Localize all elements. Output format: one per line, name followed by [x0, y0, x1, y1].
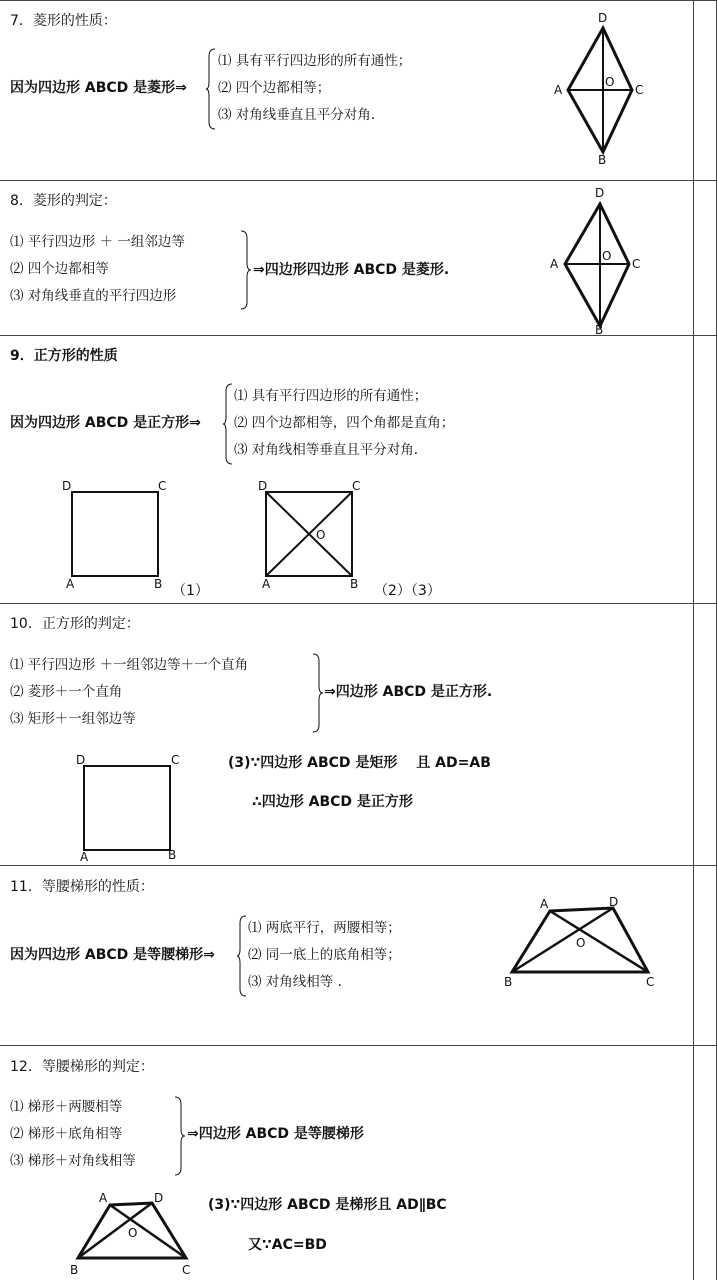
criteria-item: ⑵ 菱形＋一个直角	[10, 684, 123, 700]
vertex-label: C	[171, 753, 180, 767]
property-item: ⑶ 对角线垂直且平分对角.	[218, 107, 376, 123]
proof-line: (3)∵四边形 ABCD 是梯形且 AD∥BC	[208, 1197, 447, 1213]
vertex-label: B	[154, 577, 163, 591]
center-label: O	[316, 528, 326, 542]
vertex-label: D	[62, 479, 72, 493]
premise: 因为四边形 ABCD 是菱形⇒	[10, 80, 187, 96]
vertex-label: C	[182, 1263, 191, 1277]
right-brace	[240, 230, 252, 310]
conclusion: ⇒四边形四边形 ABCD 是菱形.	[253, 262, 450, 278]
section-heading: 7．菱形的性质：	[10, 13, 117, 29]
vertex-label: B	[168, 848, 177, 862]
proof-line: (3)∵四边形 ABCD 是矩形 且 AD=AB	[228, 755, 491, 771]
property-item: ⑴ 具有平行四边形的所有通性；	[234, 388, 428, 404]
property-item: ⑶ 对角线相等 .	[248, 974, 342, 990]
vertex-label: B	[70, 1263, 79, 1277]
section-heading: 9．正方形的性质	[10, 348, 118, 364]
vertex-label: A	[80, 850, 89, 864]
section-heading: 11．等腰梯形的性质：	[10, 879, 154, 895]
vertex-label: D	[258, 479, 268, 493]
right-brace	[312, 653, 324, 733]
vertex-label: A	[66, 577, 75, 591]
property-item: ⑵ 四个边都相等，四个角都是直角；	[234, 415, 455, 431]
vertex-label: B	[598, 153, 607, 167]
criteria-item: ⑴ 平行四边形 ＋ 一组邻边等	[10, 234, 185, 250]
section-heading: 12．等腰梯形的判定：	[10, 1059, 154, 1075]
center-label: O	[128, 1226, 138, 1240]
vertex-label: A	[550, 257, 559, 271]
criteria-item: ⑵ 四个边都相等	[10, 261, 109, 277]
proof-line: ∴四边形 ABCD 是正方形	[252, 794, 413, 810]
section-heading: 8．菱形的判定：	[10, 193, 117, 209]
premise: 因为四边形 ABCD 是等腰梯形⇒	[10, 947, 215, 963]
section-divider	[0, 603, 717, 604]
property-item: ⑴ 两底平行，两腰相等；	[248, 920, 401, 936]
center-label: O	[576, 936, 586, 950]
section-divider	[0, 335, 717, 336]
vertex-label: C	[646, 975, 655, 989]
vertex-label: C	[635, 83, 644, 97]
figure-caption: （1）	[172, 583, 209, 599]
proof-line: 又∵AC=BD	[248, 1237, 327, 1253]
vertex-label: D	[598, 11, 608, 25]
vertex-label: C	[632, 257, 641, 271]
conclusion: ⇒四边形 ABCD 是正方形.	[324, 684, 493, 700]
top-border	[0, 0, 717, 1]
vertex-label: C	[158, 479, 167, 493]
vertex-label: B	[504, 975, 513, 989]
vertex-label: D	[595, 186, 605, 200]
vertex-label: A	[262, 577, 271, 591]
rhombus-figure	[545, 182, 655, 334]
square-figure-2	[254, 478, 374, 594]
vertex-label: C	[352, 479, 361, 493]
property-item: ⑴ 具有平行四边形的所有通性；	[218, 53, 412, 69]
vertex-label: D	[76, 753, 86, 767]
vertex-label: A	[99, 1191, 108, 1205]
vertex-label: A	[554, 83, 563, 97]
left-brace	[236, 915, 248, 997]
vertex-label: A	[540, 897, 549, 911]
criteria-item: ⑴ 梯形＋两腰相等	[10, 1099, 123, 1115]
conclusion: ⇒四边形 ABCD 是等腰梯形	[187, 1126, 364, 1142]
section-divider	[0, 865, 717, 866]
vertex-label: D	[154, 1191, 164, 1205]
trapezoid-figure	[498, 892, 668, 992]
figure-caption: （2）（3）	[374, 583, 441, 599]
right-brace	[174, 1096, 186, 1176]
section-divider	[0, 180, 717, 181]
vertex-label: B	[350, 577, 359, 591]
right-column-divider	[693, 0, 694, 1280]
trapezoid-figure	[64, 1188, 204, 1278]
criteria-item: ⑶ 矩形＋一组邻边等	[10, 711, 136, 727]
section-heading: 10．正方形的判定：	[10, 616, 140, 632]
vertex-label: B	[595, 323, 604, 334]
center-label: O	[605, 75, 615, 89]
criteria-item: ⑶ 梯形＋对角线相等	[10, 1153, 136, 1169]
square-figure-1	[58, 478, 178, 594]
section-divider	[0, 1045, 717, 1046]
criteria-item: ⑵ 梯形＋底角相等	[10, 1126, 123, 1142]
center-label: O	[602, 249, 612, 263]
criteria-item: ⑶ 对角线垂直的平行四边形	[10, 288, 177, 304]
left-brace	[205, 48, 217, 130]
left-brace	[222, 383, 234, 465]
property-item: ⑶ 对角线相等垂直且平分对角.	[234, 442, 419, 458]
premise: 因为四边形 ABCD 是正方形⇒	[10, 415, 201, 431]
property-item: ⑵ 四个边都相等；	[218, 80, 331, 96]
vertex-label: D	[609, 895, 619, 909]
criteria-item: ⑴ 平行四边形 ＋一组邻边等＋一个直角	[10, 657, 249, 673]
property-item: ⑵ 同一底上的底角相等；	[248, 947, 401, 963]
square-figure	[70, 748, 188, 864]
rhombus-figure	[548, 8, 658, 168]
